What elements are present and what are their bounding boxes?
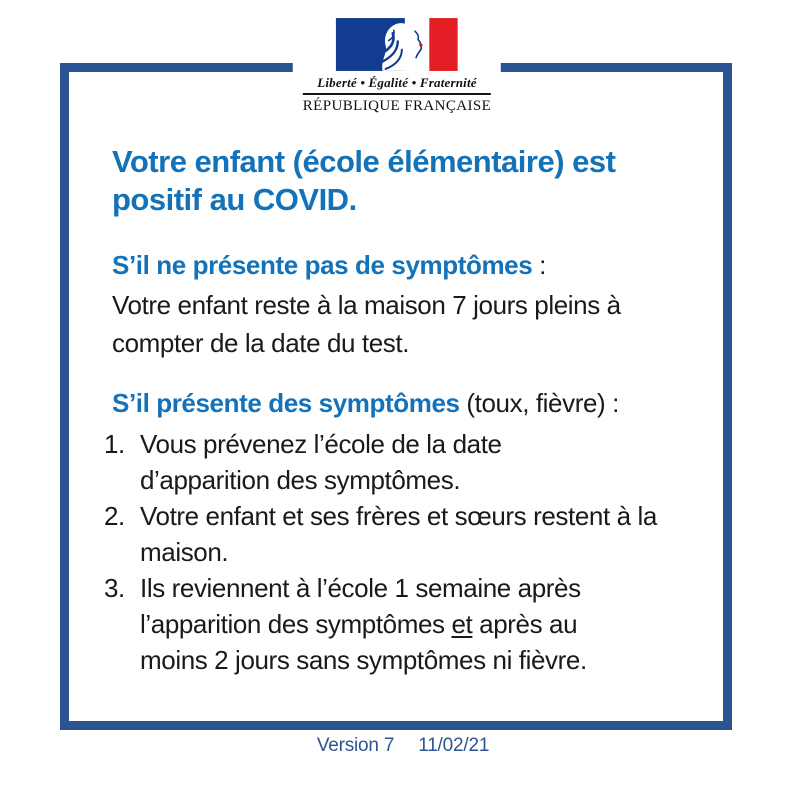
date-label: 11/02/21 bbox=[418, 735, 490, 756]
body-line-1: Votre enfant reste à la maison 7 jours pleins à bbox=[112, 290, 621, 320]
list-item-text: Vous prévenez l’école de la date d’apparition des symptômes. bbox=[140, 429, 502, 495]
logo-country-name: RÉPUBLIQUE FRANÇAISE bbox=[302, 98, 492, 114]
list-item-number: 1. bbox=[104, 429, 125, 459]
list-item bbox=[104, 426, 693, 498]
underlined-et: et bbox=[451, 609, 473, 639]
logo-motto: Liberté • Égalité • Fraternité bbox=[317, 75, 477, 90]
heading-colon: : bbox=[532, 250, 546, 280]
title-line-2: positif au COVID. bbox=[112, 182, 357, 217]
symptom-steps-list bbox=[104, 426, 693, 678]
heading-text: S’il présente des symptômes bbox=[112, 388, 460, 418]
section-no-symptoms-heading bbox=[112, 250, 693, 280]
content-frame bbox=[60, 63, 732, 730]
republique-francaise-logo bbox=[293, 14, 501, 118]
list-item bbox=[104, 570, 693, 678]
no-symptoms-body bbox=[112, 286, 693, 362]
body-line-2: compter de la date du test. bbox=[112, 328, 410, 358]
version-label: Version 7 bbox=[316, 735, 395, 756]
list-item-text: Ils reviennent à l’école 1 semaine après l’apparition des symptômes et après au moins 2 jours sans symptômes ni fièvre. bbox=[140, 573, 587, 675]
heading-text: S’il ne présente pas de symptômes bbox=[112, 250, 533, 280]
list-item-text: Votre enfant et ses frères et sœurs restent à la maison. bbox=[140, 501, 657, 567]
logo-divider bbox=[303, 93, 491, 95]
list-item-number: 3. bbox=[104, 573, 125, 603]
footer bbox=[6, 735, 794, 757]
poster-title bbox=[112, 143, 693, 219]
title-line-1: Votre enfant (école élémentaire) est bbox=[112, 144, 616, 179]
list-item bbox=[104, 498, 693, 570]
french-flag-marianne-icon bbox=[336, 18, 458, 71]
list-item-number: 2. bbox=[104, 501, 125, 531]
section-symptoms-heading bbox=[112, 388, 693, 418]
heading-note: (toux, fièvre) : bbox=[459, 388, 619, 418]
